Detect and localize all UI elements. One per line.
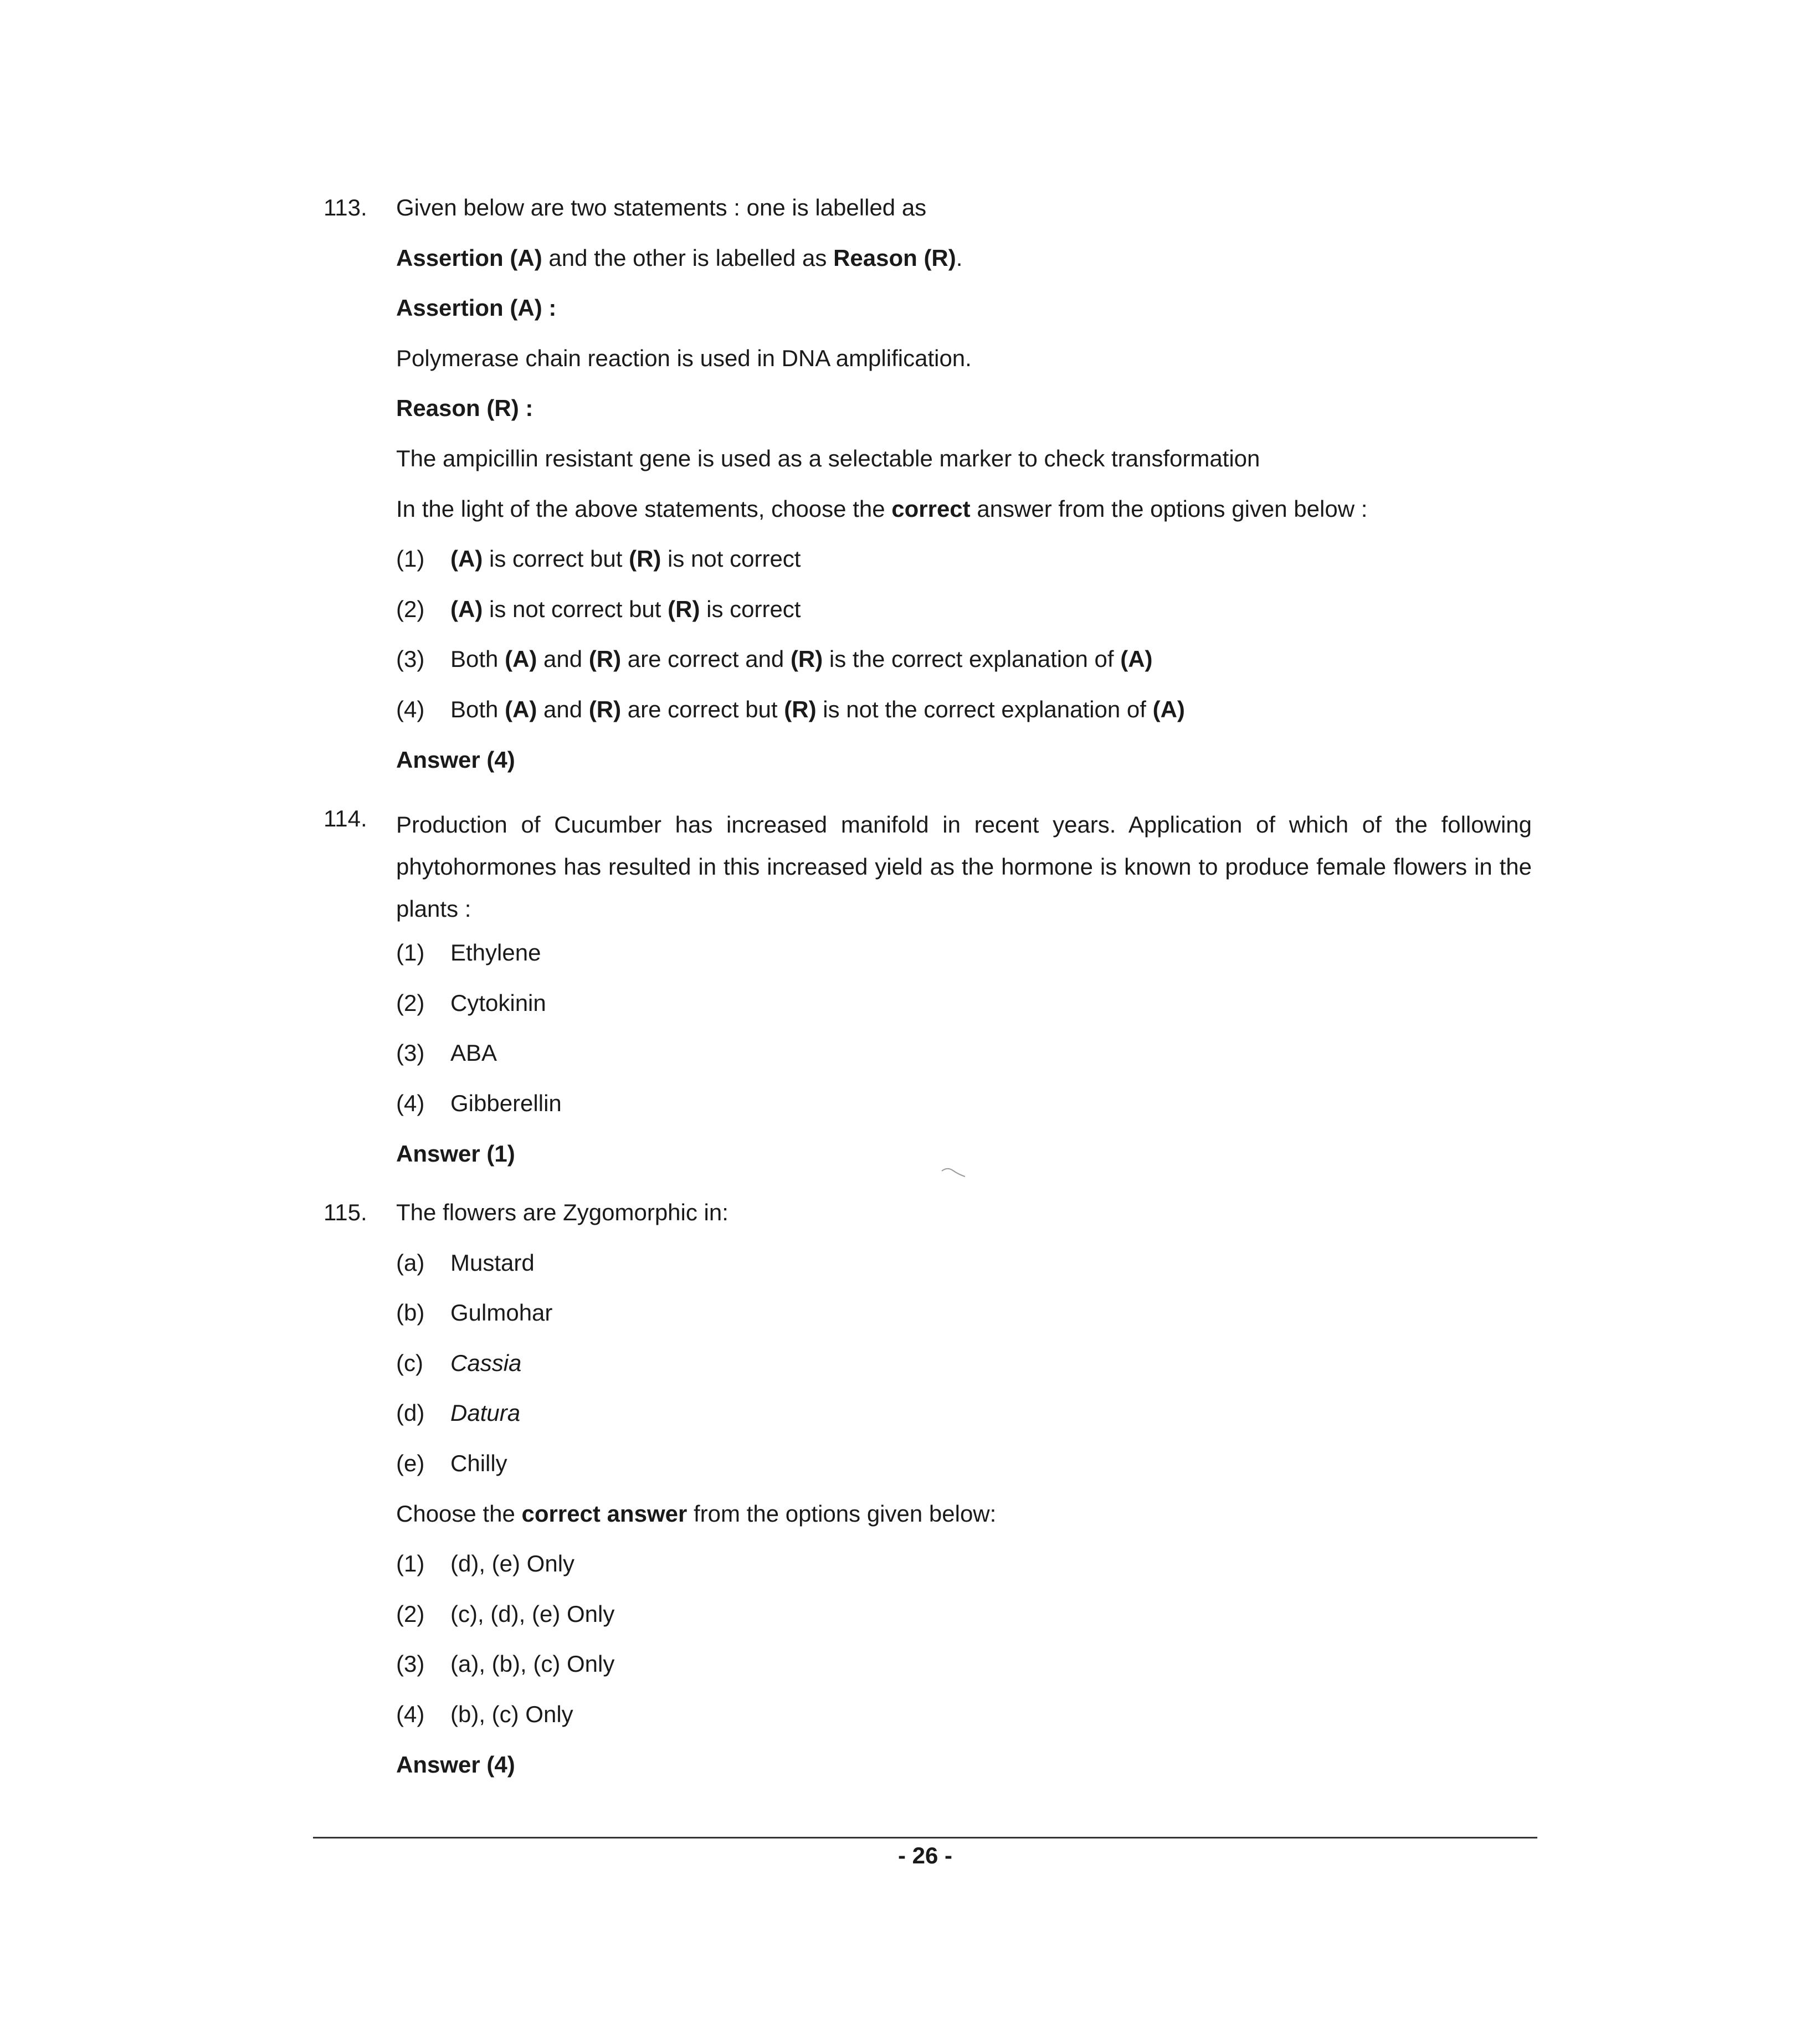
item-label: (b) (396, 1300, 425, 1326)
question-number: 115. (324, 1199, 367, 1226)
scan-smudge-mark (941, 1165, 966, 1179)
option-label: (1) (396, 939, 425, 966)
question-body (396, 193, 1532, 775)
item-text: Mustard (450, 1249, 535, 1276)
item-label: (a) (396, 1249, 425, 1276)
option-3 (396, 1649, 1532, 1680)
instruction-part: In the light of the above statements, choose the (396, 495, 892, 522)
page-content (324, 193, 1542, 1800)
option-segment: (R) (668, 595, 700, 622)
item-label: (c) (396, 1349, 423, 1376)
page-number: - 26 - (897, 1842, 953, 1868)
option-segment: (A) (1152, 696, 1185, 722)
option-label: (3) (396, 646, 425, 672)
item-label: (e) (396, 1450, 425, 1477)
option-text (450, 544, 801, 574)
footer-rule (313, 1837, 1537, 1838)
option-label: (2) (396, 989, 425, 1016)
reason-term: Reason (R) (833, 244, 956, 271)
option-2 (396, 988, 1532, 1019)
assertion-text: Polymerase chain reaction is used in DNA amplification. (396, 345, 972, 371)
option-segment: and (537, 696, 589, 722)
question-intro-line-1: Given below are two statements : one is labelled as (396, 194, 927, 220)
option-segment: (R) (784, 696, 817, 722)
question-body (396, 1198, 1532, 1780)
instruction-part: Choose the (396, 1500, 522, 1527)
question-stem: The flowers are Zygomorphic in: (396, 1199, 728, 1226)
option-1 (396, 544, 1532, 574)
option-segment: (R) (588, 646, 622, 672)
option-3 (396, 1038, 1532, 1069)
question-stem: Production of Cucumber has increased manifold in recent years. Application of which of the following phytohormones has resulted in this increased yield as the hormone is known to produce female flowers in the plants : (396, 812, 1532, 922)
reason-heading: Reason (R) : (396, 395, 533, 422)
option-label: (4) (396, 696, 425, 722)
option-segment: is not correct (661, 546, 801, 572)
option-segment: (A) (450, 546, 483, 572)
question-114 (324, 804, 1542, 1169)
instruction-emphasis: correct (891, 495, 971, 522)
intro-period: . (956, 244, 963, 271)
item-c (396, 1348, 1532, 1379)
option-label: (4) (396, 1090, 425, 1116)
option-3 (396, 644, 1532, 675)
option-label: (3) (396, 1040, 425, 1066)
item-b (396, 1298, 1532, 1328)
option-label: (3) (396, 1651, 425, 1677)
option-4 (396, 1088, 1532, 1119)
option-text: (a), (b), (c) Only (450, 1651, 615, 1677)
question-body (396, 804, 1532, 1169)
option-label: (2) (396, 1600, 425, 1627)
answer-label: Answer (4) (396, 1751, 515, 1778)
option-segment: is correct (700, 595, 801, 622)
option-4 (396, 1699, 1532, 1730)
option-4 (396, 695, 1532, 725)
option-label: (1) (396, 546, 425, 572)
option-segment: are correct and (621, 646, 791, 672)
question-number: 114. (324, 805, 367, 832)
question-113 (324, 193, 1542, 775)
reason-text: The ampicillin resistant gene is used as a selectable marker to check transformation (396, 445, 1260, 471)
instruction-part: answer from the options given below : (970, 495, 1368, 522)
option-text (450, 594, 801, 625)
option-label: (2) (396, 595, 425, 622)
question-intro-line-2 (396, 243, 1532, 274)
option-segment: Both (450, 696, 505, 722)
question-115 (324, 1198, 1542, 1780)
option-1 (396, 1549, 1532, 1579)
option-segment: (R) (790, 646, 823, 672)
option-text: Gibberellin (450, 1090, 562, 1116)
option-segment: are correct but (621, 696, 784, 722)
option-segment: Both (450, 646, 505, 672)
option-segment: (R) (629, 546, 661, 572)
option-segment: is not the correct explanation of (816, 696, 1153, 722)
option-text: (b), (c) Only (450, 1701, 573, 1728)
question-number: 113. (324, 194, 367, 220)
item-text: Chilly (450, 1450, 507, 1477)
item-text: Gulmohar (450, 1300, 553, 1326)
option-segment: is not correct but (483, 595, 668, 622)
answer-label: Answer (4) (396, 746, 515, 773)
question-instruction (396, 494, 1532, 525)
option-label: (1) (396, 1550, 425, 1577)
option-segment: (A) (450, 595, 483, 622)
option-text (450, 644, 1153, 675)
assertion-term: Assertion (A) (396, 244, 542, 271)
option-1 (396, 938, 1532, 968)
question-instruction (396, 1499, 1532, 1529)
item-text: Datura (450, 1400, 521, 1426)
instruction-part: from the options given below: (687, 1500, 997, 1527)
option-segment: (R) (588, 696, 622, 722)
option-text (450, 695, 1185, 725)
option-label: (4) (396, 1701, 425, 1728)
item-text: Cassia (450, 1349, 522, 1376)
item-label: (d) (396, 1400, 425, 1426)
item-d (396, 1398, 1532, 1429)
instruction-emphasis: correct answer (521, 1500, 688, 1527)
option-segment: (A) (505, 646, 537, 672)
option-segment: and (537, 646, 589, 672)
option-text: Cytokinin (450, 989, 546, 1016)
item-e (396, 1449, 1532, 1479)
option-segment: is correct but (483, 546, 629, 572)
intro-connector: and the other is labelled as (542, 244, 834, 271)
option-segment: is the correct explanation of (823, 646, 1121, 672)
option-text: (c), (d), (e) Only (450, 1600, 615, 1627)
option-segment: (A) (505, 696, 537, 722)
option-segment: (A) (1120, 646, 1153, 672)
option-text: ABA (450, 1040, 497, 1066)
assertion-heading: Assertion (A) : (396, 295, 557, 321)
option-text: (d), (e) Only (450, 1550, 575, 1577)
option-text: Ethylene (450, 939, 541, 966)
item-a (396, 1248, 1532, 1278)
option-2 (396, 1599, 1532, 1630)
option-2 (396, 594, 1532, 625)
answer-label: Answer (1) (396, 1140, 515, 1167)
